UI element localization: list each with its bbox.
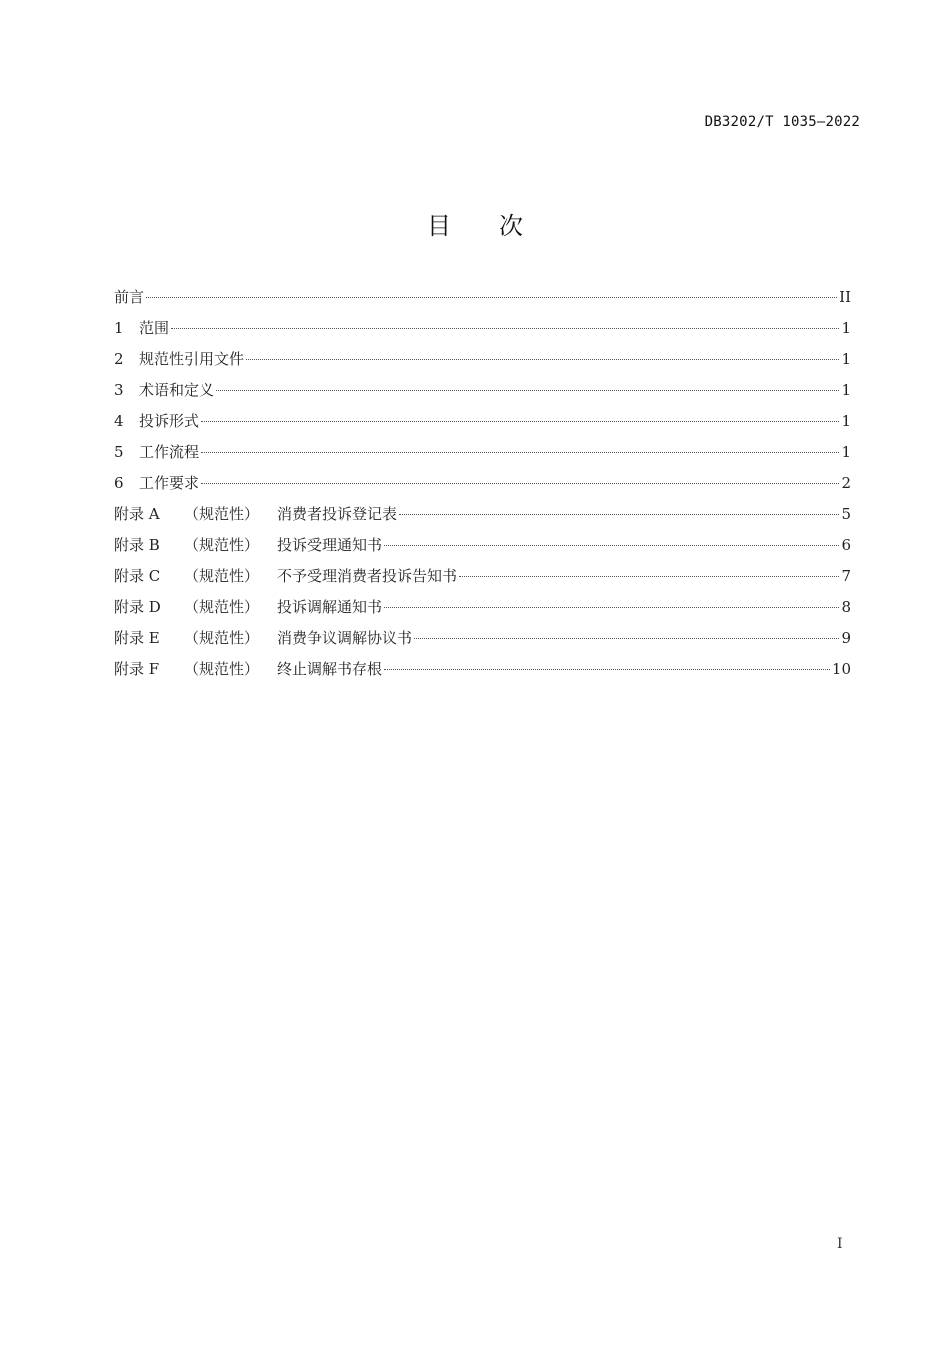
- toc-entry-page: 1: [841, 381, 851, 399]
- dot-leader: [201, 421, 839, 422]
- toc-entry-label: 规范性引用文件: [139, 350, 245, 368]
- toc-entry-appendix-d[interactable]: [114, 595, 851, 626]
- toc-entry-page: 1: [841, 319, 851, 337]
- toc-entry-label: 投诉形式: [139, 412, 200, 430]
- toc-entry-label: 术语和定义: [139, 381, 215, 399]
- dot-leader: [146, 297, 837, 298]
- toc-entry-section-4[interactable]: [114, 409, 851, 440]
- toc-section-number: 3: [114, 381, 124, 399]
- toc-entry-page: 5: [841, 505, 851, 523]
- toc-section-number: 2: [114, 350, 124, 368]
- toc-entry-section-1[interactable]: [114, 316, 851, 347]
- toc-entry-page: 1: [841, 412, 851, 430]
- toc-appendix-id: 附录 E: [114, 629, 160, 647]
- toc-entry-label: 消费者投诉登记表: [277, 505, 398, 523]
- toc-entry-label: 工作流程: [139, 443, 200, 461]
- toc-entry-appendix-e[interactable]: [114, 626, 851, 657]
- toc-entry-appendix-f[interactable]: [114, 657, 851, 688]
- toc-appendix-id: 附录 C: [114, 567, 161, 585]
- toc-entry-preface[interactable]: [114, 285, 851, 316]
- toc-entry-appendix-b[interactable]: [114, 533, 851, 564]
- toc-entry-page: 1: [841, 350, 851, 368]
- toc-entry-appendix-a[interactable]: [114, 502, 851, 533]
- toc-section-number: 4: [114, 412, 124, 430]
- toc-entry-page: II: [839, 288, 851, 306]
- toc-appendix-type: （规范性）: [184, 660, 260, 678]
- toc-entry-label: 投诉调解通知书: [277, 598, 383, 616]
- toc-entry-label: 工作要求: [139, 474, 200, 492]
- toc-appendix-type: （规范性）: [184, 567, 260, 585]
- toc-appendix-id: 附录 B: [114, 536, 160, 554]
- dot-leader: [216, 390, 839, 391]
- toc-section-number: 1: [114, 319, 124, 337]
- toc-entry-appendix-c[interactable]: [114, 564, 851, 595]
- dot-leader: [399, 514, 839, 515]
- toc-entry-label: 范围: [139, 319, 170, 337]
- toc-entry-page: 2: [841, 474, 851, 492]
- title-char-1: 目: [427, 212, 451, 240]
- page-number: I: [837, 1236, 843, 1252]
- table-of-contents: [114, 285, 851, 688]
- toc-appendix-id: 附录 D: [114, 598, 161, 616]
- toc-entry-page: 1: [841, 443, 851, 461]
- toc-appendix-type: （规范性）: [184, 598, 260, 616]
- toc-entry-page: 6: [841, 536, 851, 554]
- dot-leader: [246, 359, 839, 360]
- toc-entry-label: 投诉受理通知书: [277, 536, 383, 554]
- toc-entry-page: 8: [841, 598, 851, 616]
- title-char-2: 次: [499, 212, 523, 240]
- dot-leader: [201, 483, 839, 484]
- toc-appendix-id: 附录 F: [114, 660, 160, 678]
- toc-entry-page: 9: [841, 629, 851, 647]
- toc-appendix-type: （规范性）: [184, 505, 260, 523]
- toc-entry-section-6[interactable]: [114, 471, 851, 502]
- dot-leader: [414, 638, 839, 639]
- toc-section-number: 6: [114, 474, 124, 492]
- document-code: DB3202/T 1035—2022: [704, 114, 860, 130]
- toc-entry-page: 7: [841, 567, 851, 585]
- toc-entry-label: 前言: [114, 288, 145, 306]
- toc-entry-label: 不予受理消费者投诉告知书: [277, 567, 458, 585]
- dot-leader: [384, 669, 830, 670]
- dot-leader: [171, 328, 839, 329]
- toc-entry-section-2[interactable]: [114, 347, 851, 378]
- toc-entry-section-5[interactable]: [114, 440, 851, 471]
- toc-appendix-type: （规范性）: [184, 536, 260, 554]
- toc-appendix-type: （规范性）: [184, 629, 260, 647]
- toc-entry-page: 10: [831, 660, 851, 678]
- toc-entry-label: 消费争议调解协议书: [277, 629, 413, 647]
- toc-entry-section-3[interactable]: [114, 378, 851, 409]
- toc-entry-label: 终止调解书存根: [277, 660, 383, 678]
- dot-leader: [384, 607, 839, 608]
- page-title: [0, 206, 950, 241]
- dot-leader: [384, 545, 839, 546]
- dot-leader: [201, 452, 839, 453]
- toc-appendix-id: 附录 A: [114, 505, 160, 523]
- toc-section-number: 5: [114, 443, 124, 461]
- dot-leader: [459, 576, 839, 577]
